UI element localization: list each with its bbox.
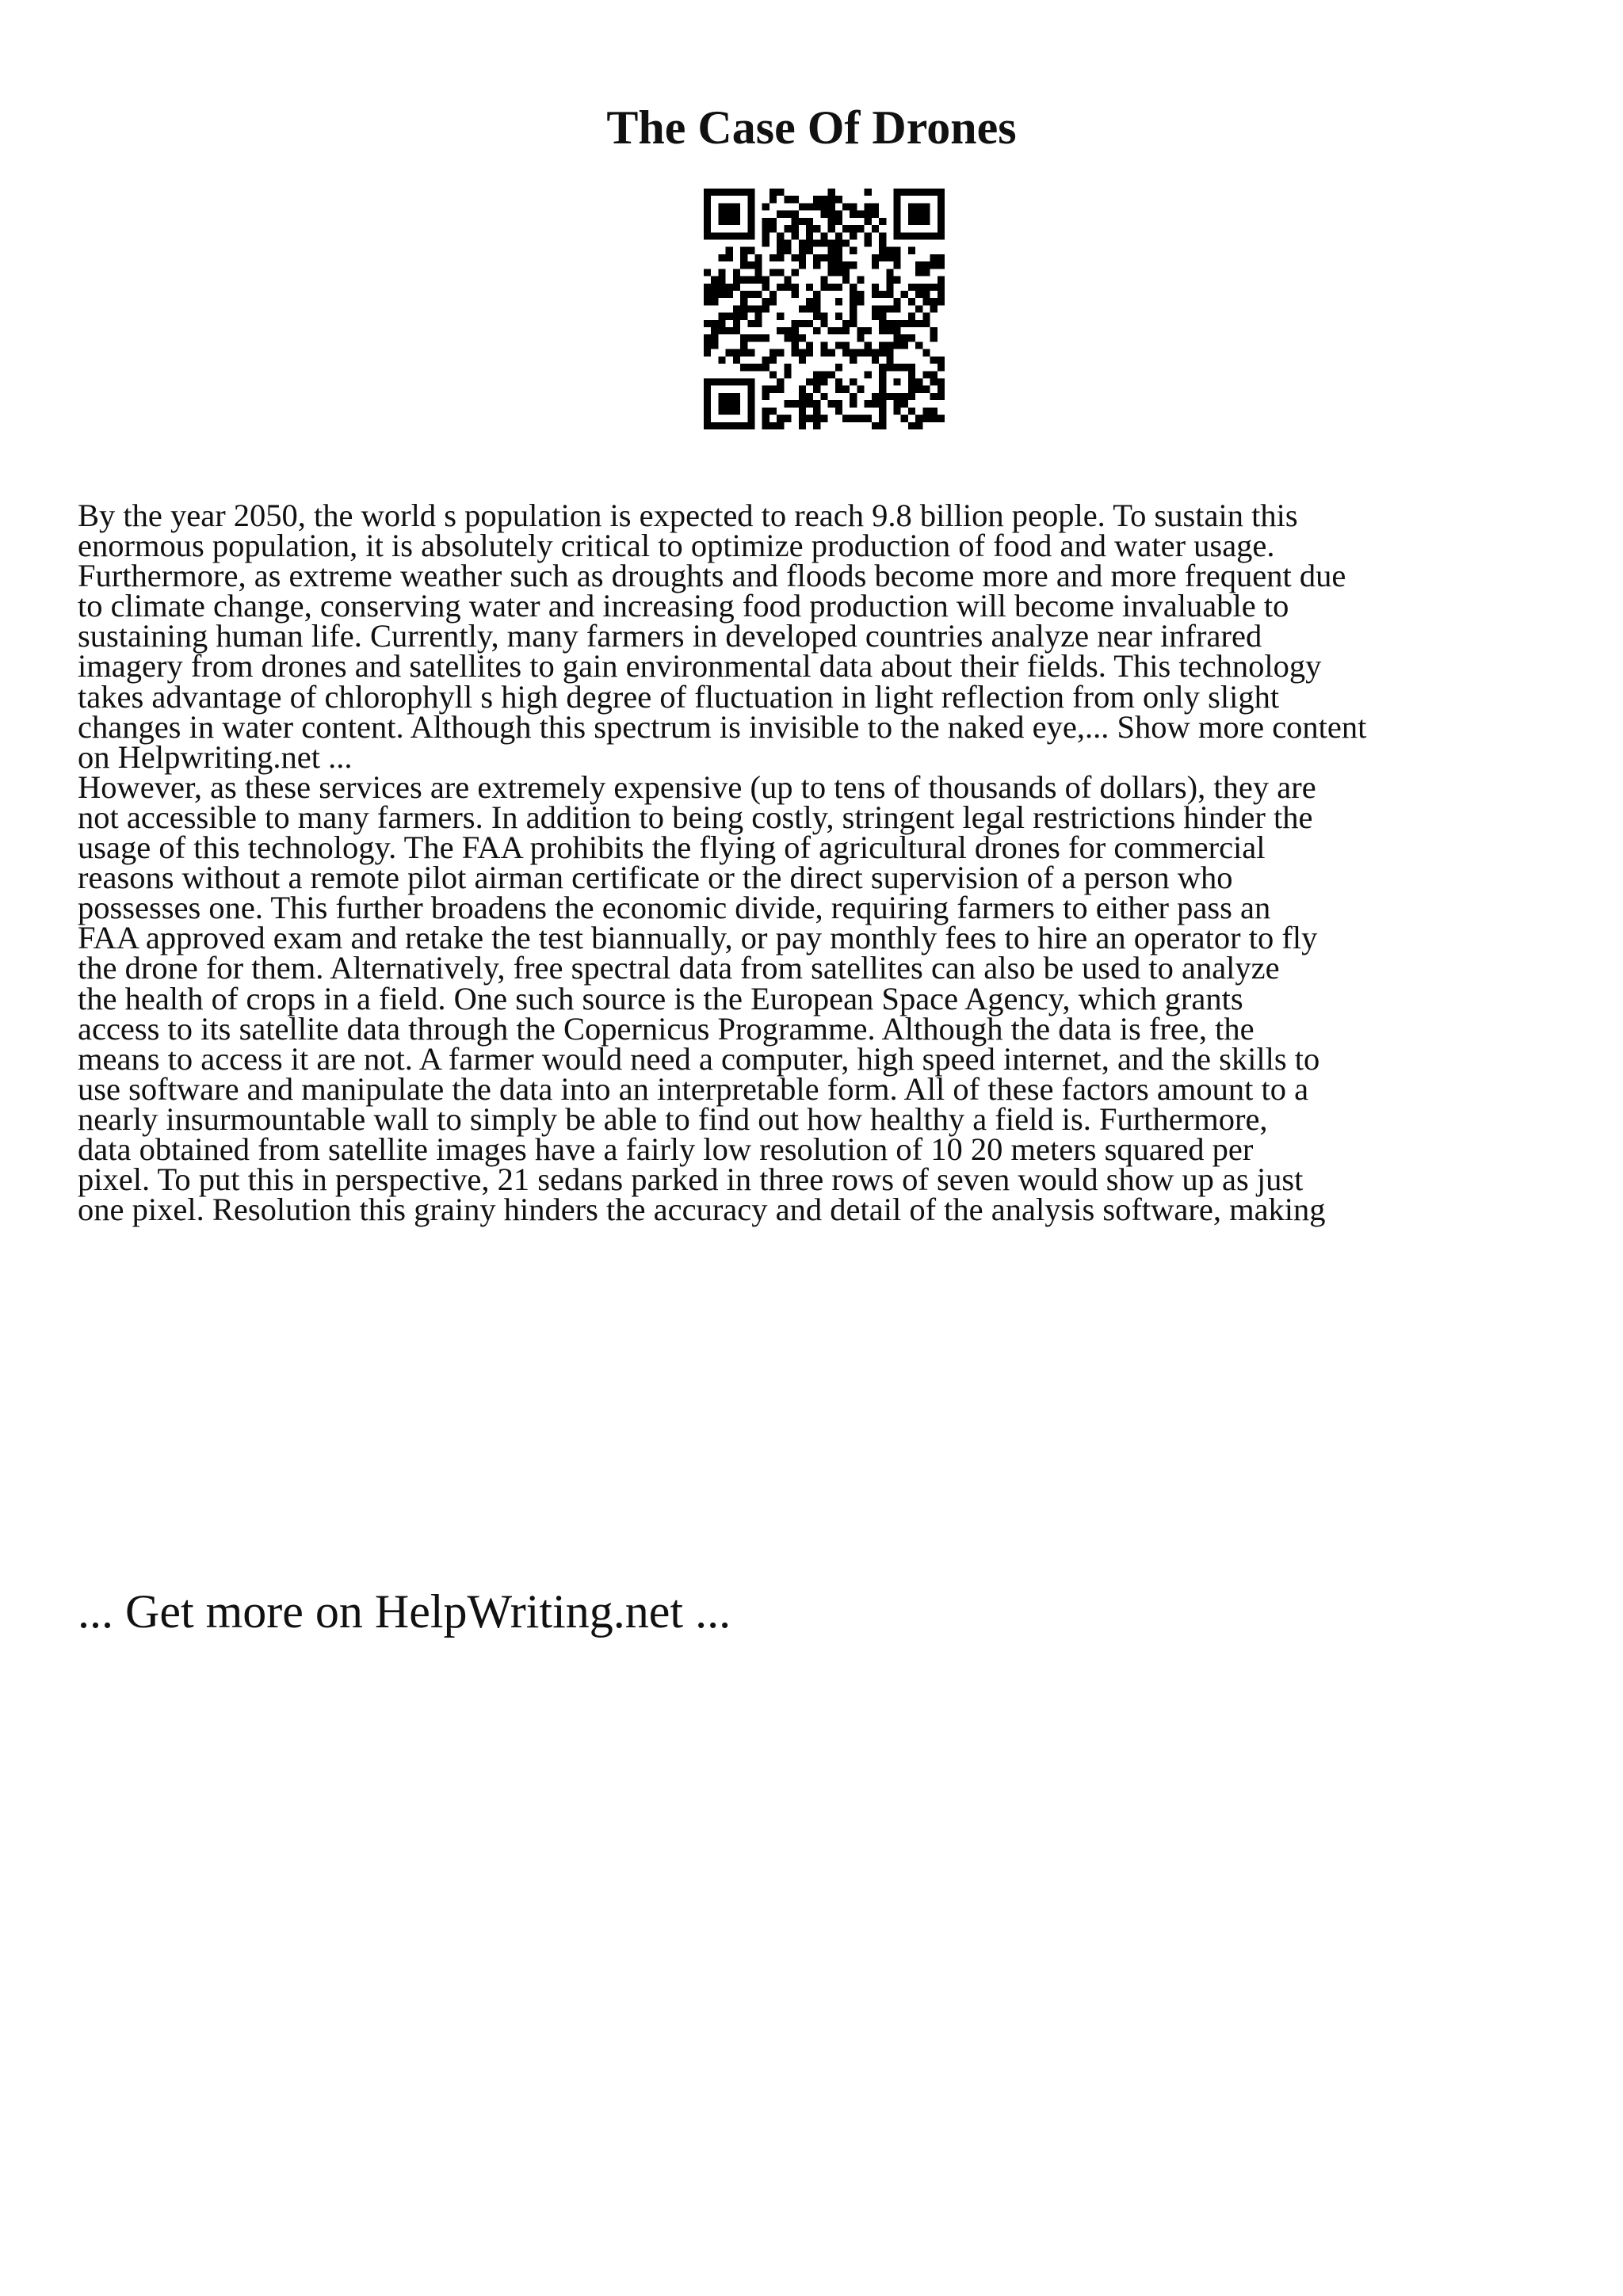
body-line: enormous population, it is absolutely critical to optimize production of food and water usage. [78,528,1275,564]
body-line: not accessible to many farmers. In addition to being costly, stringent legal restrictions hinder the [78,799,1313,835]
body-line: FAA approved exam and retake the test biannually, or pay monthly fees to hire an operator to fly [78,920,1318,956]
body-line: imagery from drones and satellites to gain environmental data about their fields. This technology [78,648,1322,685]
body-line: However, as these services are extremely expensive (up to tens of thousands of dollars), they are [78,769,1316,805]
body-line: the drone for them. Alternatively, free spectral data from satellites can also be used to analyze [78,950,1280,986]
body-line: one pixel. Resolution this grainy hinders the accuracy and detail of the analysis software, making [78,1192,1326,1228]
body-line: use software and manipulate the data into an interpretable form. All of these factors amount to a [78,1070,1309,1107]
body-line: pixel. To put this in perspective, 21 sedans parked in three rows of seven would show up as just [78,1161,1304,1198]
qr-code [704,189,945,429]
body-line: on Helpwriting.net ... [78,738,353,775]
body-line: to climate change, conserving water and increasing food production will become invaluable to [78,588,1289,624]
body-line: By the year 2050, the world s population is expected to reach 9.8 billion people. To sustain this [78,498,1298,533]
document-title: The Case Of Drones [606,101,1017,154]
body-line: Furthermore, as extreme weather such as droughts and floods become more and more frequent due [78,558,1346,594]
get-more-link[interactable]: ... Get more on HelpWriting.net ... [78,1585,731,1638]
body-line: sustaining human life. Currently, many farmers in developed countries analyze near infrared [78,618,1262,654]
body-line: data obtained from satellite images have a fairly low resolution of 10 20 meters squared per [78,1131,1254,1167]
body-line: takes advantage of chlorophyll s high degree of fluctuation in light reflection from only slight [78,678,1280,715]
body-line: means to access it are not. A farmer would need a computer, high speed internet, and the skills to [78,1040,1320,1077]
document-body [78,498,1569,1228]
body-line: usage of this technology. The FAA prohibits the flying of agricultural drones for commercial [78,830,1266,866]
body-line: the health of crops in a field. One such source is the European Space Agency, which grants [78,980,1243,1016]
body-line: reasons without a remote pilot airman certificate or the direct supervision of a person who [78,860,1233,896]
body-line: changes in water content. Although this spectrum is invisible to the naked eye,... Show more content [78,708,1367,745]
body-line: nearly insurmountable wall to simply be able to find out how healthy a field is. Furthermore, [78,1100,1268,1137]
body-line: access to its satellite data through the Copernicus Programme. Although the data is free, the [78,1010,1254,1047]
body-line: possesses one. This further broadens the economic divide, requiring farmers to either pass an [78,890,1271,926]
